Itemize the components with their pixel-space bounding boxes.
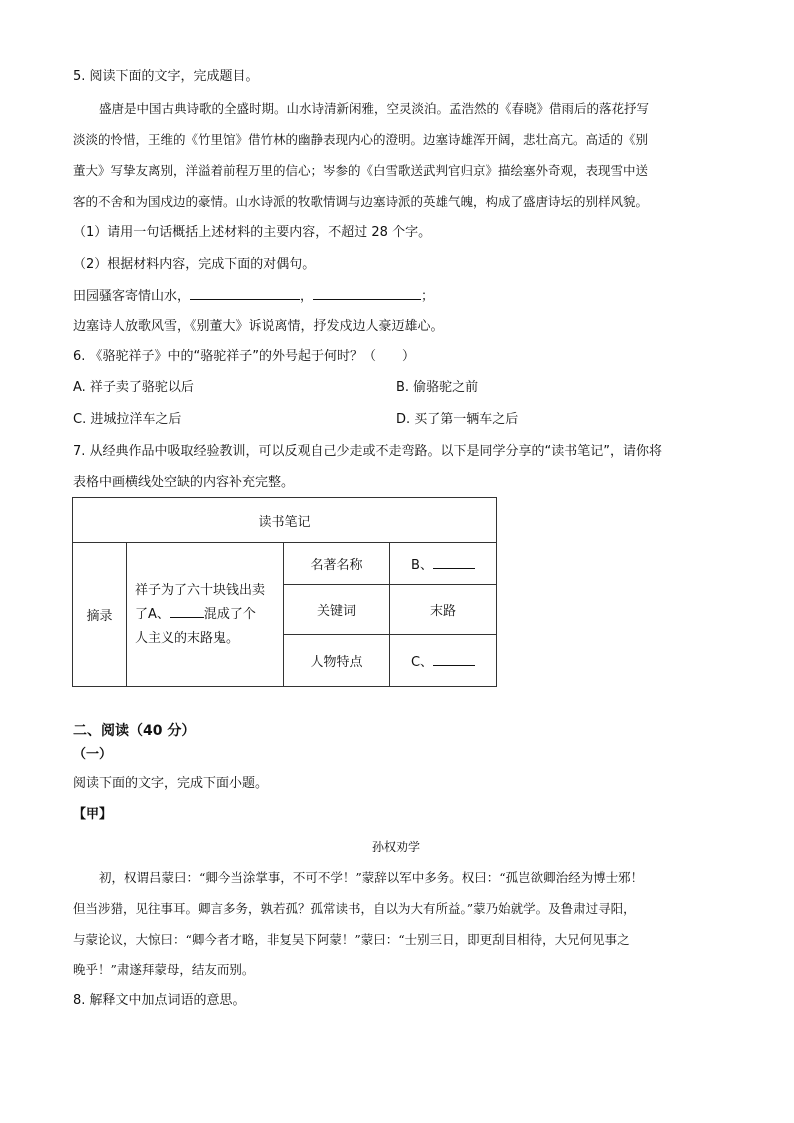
q5-couplet-2: 边塞诗人放歌风雪，《别董大》诉说离情，抒发戍边人豪迈雄心。	[73, 319, 444, 334]
q7-line1: 7. 从经典作品中吸取经验教训，可以反观自己少走或不走弯路。以下是同学分享的“读书笔记”，请你将	[73, 444, 663, 459]
couplet-comma: ，	[300, 289, 314, 304]
q5-passage-line: 董大》写挚友离别，洋溢着前程万里的信心；岑参的《白雪歌送武判官归京》描绘塞外奇观，表现雪中送	[73, 163, 649, 178]
q6-question: 6. 《骆驼祥子》中的“骆驼祥子”的外号起于何时？（ ）	[73, 349, 416, 364]
section2-instruction: 阅读下面的文字，完成下面小题。	[73, 776, 269, 791]
reading-notes-table	[72, 497, 497, 687]
classical-passage-line: 与蒙论议，大惊曰：“卿今者才略，非复吴下阿蒙！”蒙曰：“士别三日，即更刮目相待，大兄何见事之	[73, 932, 630, 947]
row-label: 名著名称	[284, 543, 390, 585]
excerpt-fragment: 混成了个	[203, 606, 256, 622]
q5-passage-line: 盛唐是中国古典诗歌的全盛时期。山水诗清新闲雅，空灵淡泊。孟浩然的《春晓》借雨后的落花抒写	[99, 101, 650, 116]
answer-blank[interactable]	[190, 287, 300, 300]
q5-couplet-1	[73, 287, 434, 306]
table-title: 读书笔记	[73, 498, 497, 543]
value-prefix: C、	[410, 655, 434, 670]
excerpt-label: 摘录	[73, 543, 127, 687]
row-value	[390, 543, 497, 585]
section2-heading: 二、阅读（40 分）	[73, 723, 196, 739]
q6-option-c[interactable]: C. 进城拉洋车之后	[73, 412, 182, 427]
couplet-end: ；	[421, 289, 435, 304]
row-value: 末路	[390, 585, 497, 635]
answer-blank[interactable]	[313, 287, 421, 300]
q7-line2: 表格中画横线处空缺的内容补充完整。	[73, 475, 295, 490]
excerpt-line	[135, 603, 275, 627]
row-label: 人物特点	[284, 635, 390, 687]
row-label: 关键词	[284, 585, 390, 635]
answer-blank-a[interactable]	[170, 605, 204, 618]
q8-question: 8. 解释文中加点词语的意思。	[73, 993, 246, 1008]
excerpt-text	[127, 543, 284, 687]
section2-jia: 【甲】	[73, 807, 113, 822]
q5-sub1: （1）请用一句话概括上述材料的主要内容，不超过 28 个字。	[73, 225, 432, 240]
q6-option-d[interactable]: D. 买了第一辆车之后	[396, 412, 519, 427]
couplet-start: 田园骚客寄情山水，	[73, 289, 191, 304]
answer-blank-b[interactable]	[433, 556, 475, 569]
q6-option-a[interactable]: A. 祥子卖了骆驼以后	[73, 380, 194, 395]
section2-sub: （一）	[73, 747, 113, 762]
excerpt-fragment: 了A、	[135, 606, 170, 622]
q5-heading: 5. 阅读下面的文字，完成题目。	[73, 69, 259, 84]
classical-passage-line: 但当涉猎，见往事耳。卿言多务，孰若孤？孤常读书，自以为大有所益。”蒙乃始就学。及鲁肃过寻阳，	[73, 901, 636, 916]
excerpt-line: 祥子为了六十块钱出卖	[135, 582, 266, 598]
answer-blank-c[interactable]	[433, 653, 475, 666]
q5-sub2: （2）根据材料内容，完成下面的对偶句。	[73, 257, 316, 272]
passage-title: 孙权劝学	[372, 840, 421, 854]
q5-passage-line: 客的不舍和为国戍边的豪情。山水诗派的牧歌情调与边塞诗派的英雄气魄，构成了盛唐诗坛的别样风貌。	[73, 194, 649, 209]
row-value	[390, 635, 497, 687]
classical-passage-line: 初，权谓吕蒙曰：“卿今当涂掌事，不可不学！”蒙辞以军中多务。权曰：“孤岂欲卿治经为博士邪！	[99, 870, 644, 885]
q6-option-b[interactable]: B. 偷骆驼之前	[396, 380, 479, 395]
value-prefix: B、	[411, 558, 433, 573]
excerpt-line: 人主义的末路鬼。	[135, 630, 240, 646]
classical-passage-line: 晚乎！”肃遂拜蒙母，结友而别。	[73, 962, 255, 977]
q5-passage-line: 淡淡的怜惜，王维的《竹里馆》借竹林的幽静表现内心的澄明。边塞诗雄浑开阔，悲壮高亢。高适的《别	[73, 132, 649, 147]
